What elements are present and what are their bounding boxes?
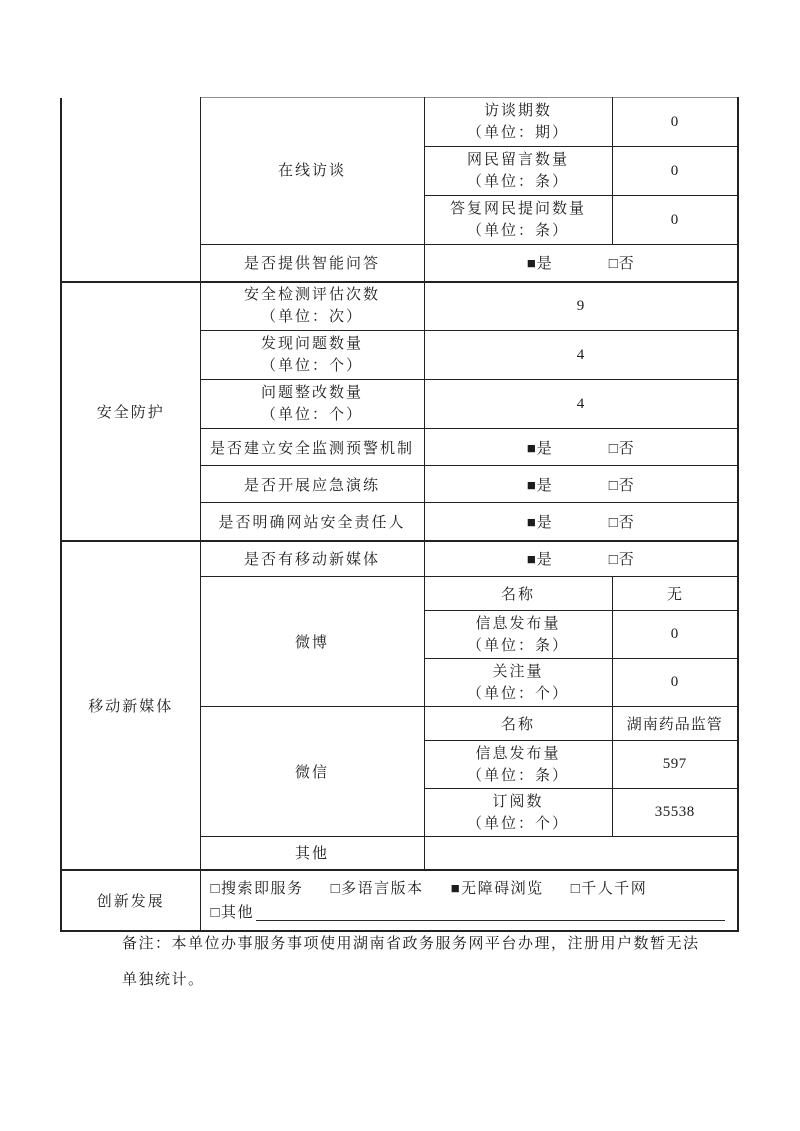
- answer-cell: [424, 429, 738, 466]
- checkbox-no-unchecked-icon: □否: [608, 256, 635, 273]
- metric-label-cell: [424, 741, 612, 789]
- question-label-cell: 是否提供智能问答: [200, 245, 424, 282]
- metric-label: 安全检测评估次数: [243, 287, 380, 304]
- table-row: [61, 98, 738, 147]
- metric-label: 发现问题数量: [260, 336, 363, 352]
- innovation-options-row: [211, 877, 730, 901]
- metric-label: 访谈期数: [483, 103, 552, 119]
- answer-cell: [424, 466, 738, 503]
- checkbox-yes-checked-icon: ■是: [526, 552, 553, 569]
- checkbox-option-other: □其他: [210, 904, 255, 921]
- metric-value-cell: 0: [612, 196, 738, 245]
- group-cell-online-interview: [200, 98, 424, 245]
- metric-unit: （单位：条）: [466, 223, 569, 239]
- metric-value-cell: 0: [612, 147, 738, 196]
- metric-label-cell: [424, 789, 612, 837]
- metric-value-cell: 0: [612, 98, 738, 147]
- checkbox-yes-checked-icon: ■是: [526, 477, 553, 494]
- checkbox-yes-checked-icon: ■是: [526, 514, 553, 531]
- checkbox-yes-checked-icon: ■是: [526, 440, 553, 457]
- metric-unit: （单位：条）: [466, 637, 569, 654]
- metric-label-cell: [200, 380, 424, 429]
- metric-unit: （单位：个）: [260, 358, 363, 374]
- metric-unit: （单位：条）: [466, 174, 569, 190]
- metric-value-cell: 湖南药品监管: [612, 707, 738, 741]
- metric-unit: （单位：个）: [260, 407, 363, 423]
- answer-cell: [424, 541, 738, 577]
- metric-unit: （单位：个）: [466, 685, 569, 702]
- metric-value-cell: 597: [612, 741, 738, 789]
- table-row: [61, 541, 738, 577]
- table-row: [61, 282, 738, 331]
- metric-label-cell: [200, 331, 424, 380]
- metric-value-cell: 0: [612, 659, 738, 707]
- metric-value-cell: 35538: [612, 789, 738, 837]
- checkbox-no-unchecked-icon: □否: [608, 477, 635, 494]
- metric-label: 信息发布量: [475, 745, 561, 762]
- question-label-cell: 是否建立安全监测预警机制: [200, 429, 424, 466]
- metric-unit: （单位：期）: [466, 125, 569, 141]
- question-label-cell: 是否有移动新媒体: [200, 541, 424, 577]
- other-media-value-cell: [424, 837, 738, 870]
- group-label: 在线访谈: [277, 163, 346, 179]
- metric-label: 网民留言数量: [466, 152, 569, 168]
- metric-value-cell: 9: [424, 282, 738, 331]
- question-label-cell: 是否明确网站安全责任人: [200, 503, 424, 541]
- question-label-cell: 是否开展应急演练: [200, 466, 424, 503]
- group-cell-weibo: 微博: [200, 577, 424, 707]
- category-cell-security: 安全防护: [61, 282, 200, 541]
- metric-value-cell: 无: [612, 577, 738, 611]
- innovation-other-row: [211, 901, 730, 925]
- footnote: [122, 926, 752, 998]
- blank-underline: [256, 906, 725, 921]
- metric-label-cell: [424, 147, 612, 196]
- metric-label: 答复网民提问数量: [449, 201, 586, 217]
- category-cell-continued: [61, 98, 200, 282]
- checkbox-option-accessibility-checked: ■无障碍浏览: [450, 880, 544, 897]
- metric-label-cell: [424, 611, 612, 659]
- metric-unit: （单位：次）: [260, 309, 363, 326]
- metric-unit: （单位：条）: [466, 767, 569, 784]
- metric-unit: （单位：个）: [466, 815, 569, 832]
- metric-label-cell: [424, 659, 612, 707]
- checkbox-no-unchecked-icon: □否: [608, 514, 635, 531]
- checkbox-no-unchecked-icon: □否: [608, 552, 635, 569]
- metric-label-cell: [200, 282, 424, 331]
- answer-cell: [424, 245, 738, 282]
- metric-label-cell: [424, 98, 612, 147]
- metric-label: 问题整改数量: [260, 385, 363, 401]
- report-table: [60, 97, 739, 932]
- metric-label-cell: 名称: [424, 577, 612, 611]
- checkbox-option-search-as-service: □搜索即服务: [210, 880, 304, 897]
- metric-label: 信息发布量: [475, 615, 561, 632]
- category-cell-mobile-media: 移动新媒体: [61, 541, 200, 870]
- checkbox-no-unchecked-icon: □否: [608, 440, 635, 457]
- metric-value-cell: 0: [612, 611, 738, 659]
- footnote-line-1: 备注：本单位办事服务事项使用湖南省政务服务网平台办理，注册用户数暂无法: [122, 936, 700, 952]
- metric-label: 订阅数: [492, 793, 544, 810]
- metric-value-cell: 4: [424, 331, 738, 380]
- metric-label-cell: [424, 196, 612, 245]
- checkbox-option-qianren-qianwang: □千人千网: [570, 880, 648, 897]
- group-cell-wechat: 微信: [200, 707, 424, 837]
- metric-value-cell: 4: [424, 380, 738, 429]
- metric-label: 关注量: [492, 663, 544, 680]
- table-row: [61, 870, 738, 931]
- footnote-line-2: 单独统计。: [122, 972, 205, 988]
- checkbox-yes-checked-icon: ■是: [526, 256, 553, 273]
- category-cell-innovation: 创新发展: [61, 870, 200, 931]
- metric-label-cell: 名称: [424, 707, 612, 741]
- innovation-options-cell: [200, 870, 738, 931]
- answer-cell: [424, 503, 738, 541]
- other-media-label-cell: 其他: [200, 837, 424, 870]
- checkbox-option-multilingual: □多语言版本: [330, 880, 424, 897]
